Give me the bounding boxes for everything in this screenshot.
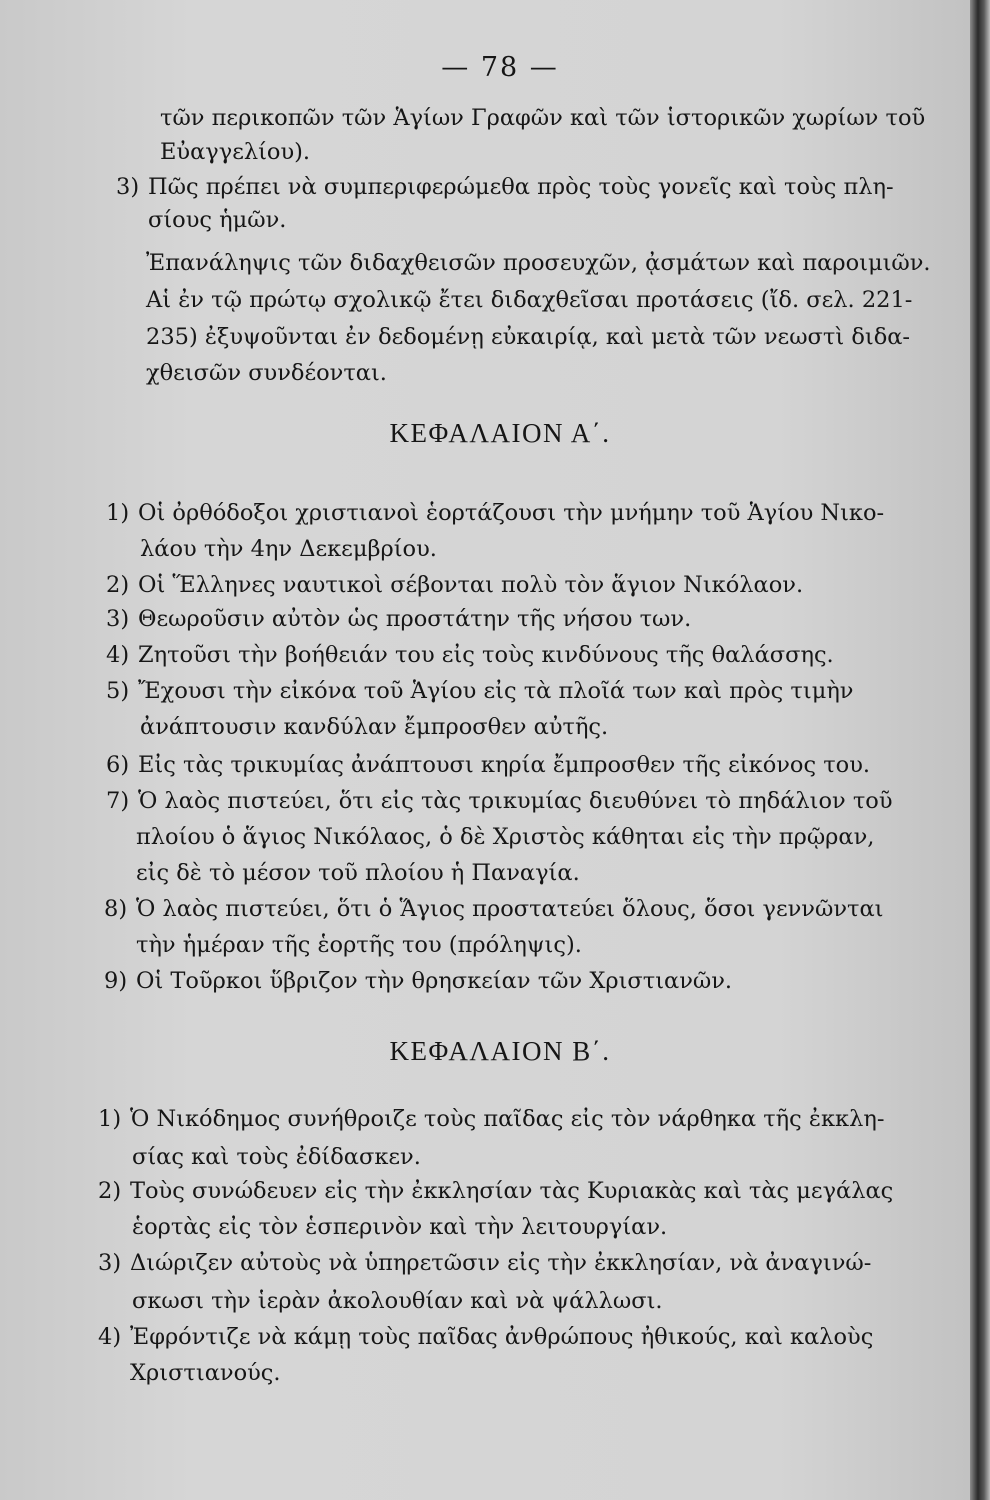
page-edge-shadow [970,0,990,1500]
text-line: Αἱ ἐν τῷ πρώτῳ σχολικῷ ἔτει διδαχθεῖσαι προτάσεις (ἴδ. σελ. 221- [146,287,913,313]
item-number: 5) [106,678,130,704]
text-line: 235) ἐξυψοῦνται ἐν δεδομένῃ εὐκαιρίᾳ, καὶ μετὰ τῶν νεωστὶ διδα- [146,324,911,350]
list-item [106,498,884,528]
list-item [116,172,894,202]
chapter-heading: ΚΕΦΑΛΑΙΟΝ Β΄. [389,1036,611,1066]
text-line: σίας καὶ τοὺς ἐδίδασκεν. [132,1144,421,1170]
list-item [106,750,870,780]
item-number: 9) [104,968,128,994]
item-number: 6) [106,752,130,778]
list-item [104,966,732,996]
item-number: 1) [106,500,130,526]
text-line: χθεισῶν συνδέονται. [146,360,387,386]
text-line: Χριστιανούς. [130,1360,281,1386]
item-text: Θεωροῦσιν αὐτὸν ὡς προστάτην τῆς νήσου των. [138,606,692,632]
list-item [98,1104,884,1134]
item-number: 4) [106,642,130,668]
item-text: Διώριζεν αὐτοὺς νὰ ὑπηρετῶσιν εἰς τὴν ἐκκλησίαν, νὰ ἀναγινώ- [130,1250,872,1276]
list-item [104,894,883,924]
item-number: 1) [98,1106,122,1132]
item-number: 8) [104,896,128,922]
item-text: Τοὺς συνώδευεν εἰς τὴν ἐκκλησίαν τὰς Κυριακὰς καὶ τὰς μεγάλας [130,1178,894,1204]
item-text: Εἰς τὰς τρικυμίας ἀνάπτουσι κηρία ἔμπροσθεν τῆς εἰκόνος του. [138,752,871,778]
item-text: Πῶς πρέπει νὰ συμπεριφερώμεθα πρὸς τοὺς γονεῖς καὶ τοὺς πλη- [148,174,894,200]
text-line: τῶν περικοπῶν τῶν Ἁγίων Γραφῶν καὶ τῶν ἱστορικῶν χωρίων τοῦ [160,105,926,131]
item-number: 3) [106,606,130,632]
text-line: Ἐπανάληψις τῶν διδαχθεισῶν προσευχῶν, ᾀσμάτων καὶ παροιμιῶν. [146,250,931,276]
text-line: σίους ἡμῶν. [148,207,287,233]
item-number: 7) [106,788,130,814]
item-number: 3) [116,174,140,200]
item-text: Ὁ λαὸς πιστεύει, ὅτι εἰς τὰς τρικυμίας διευθύνει τὸ πηδάλιον τοῦ [138,788,893,814]
item-text: Ἐφρόντιζε νὰ κάμῃ τοὺς παῖδας ἀνθρώπους ἠθικούς, καὶ καλοὺς [130,1324,874,1350]
item-number: 4) [98,1324,122,1350]
page-number: — 78 — [441,52,559,83]
list-item [106,640,834,670]
item-text: Οἱ Ἕλληνες ναυτικοὶ σέβονται πολὺ τὸν ἅγιον Νικόλαον. [138,572,804,598]
item-text: Ὁ λαὸς πιστεύει, ὅτι ὁ Ἅγιος προστατεύει ὅλους, ὅσοι γεννῶνται [136,896,884,922]
item-number: 2) [98,1178,122,1204]
text-line: ἑορτὰς εἰς τὸν ἑσπερινὸν καὶ τὴν λειτουργίαν. [132,1214,668,1240]
item-number: 3) [98,1250,122,1276]
text-line: Εὐαγγελίου). [160,139,311,165]
text-line: εἰς δὲ τὸ μέσον τοῦ πλοίου ἡ Παναγία. [136,860,580,886]
text-line: λάου τὴν 4ην Δεκεμβρίου. [140,536,437,562]
list-item [98,1176,893,1206]
text-line: τὴν ἡμέραν τῆς ἑορτῆς του (πρόληψις). [136,932,582,958]
list-item [106,570,803,600]
list-item [106,604,691,634]
item-text: Οἱ ὀρθόδοξοι χριστιανοὶ ἑορτάζουσι τὴν μνήμην τοῦ Ἁγίου Νικο- [138,500,885,526]
item-number: 2) [106,572,130,598]
list-item [106,676,853,706]
text-line: πλοίου ὁ ἅγιος Νικόλαος, ὁ δὲ Χριστὸς κάθηται εἰς τὴν πρῷραν, [136,824,875,850]
chapter-heading: ΚΕΦΑΛΑΙΟΝ Α΄. [389,418,611,448]
item-text: Ζητοῦσι τὴν βοήθειάν του εἰς τοὺς κινδύνους τῆς θαλάσσης. [138,642,834,668]
item-text: Ὁ Νικόδημος συνήθροιζε τοὺς παῖδας εἰς τὸν νάρθηκα τῆς ἐκκλη- [130,1106,885,1132]
list-item [98,1322,873,1352]
list-item [98,1248,871,1278]
item-text: Ἔχουσι τὴν εἰκόνα τοῦ Ἁγίου εἰς τὰ πλοῖά των καὶ πρὸς τιμὴν [138,678,854,704]
list-item [106,786,893,816]
item-text: Οἱ Τοῦρκοι ὕβριζον τὴν θρησκείαν τῶν Χριστιανῶν. [136,968,733,994]
text-line: σκωσι τὴν ἱερὰν ἀκολουθίαν καὶ νὰ ψάλλωσι. [132,1288,663,1314]
text-line: ἀνάπτουσιν κανδύλαν ἔμπροσθεν αὐτῆς. [140,714,609,740]
